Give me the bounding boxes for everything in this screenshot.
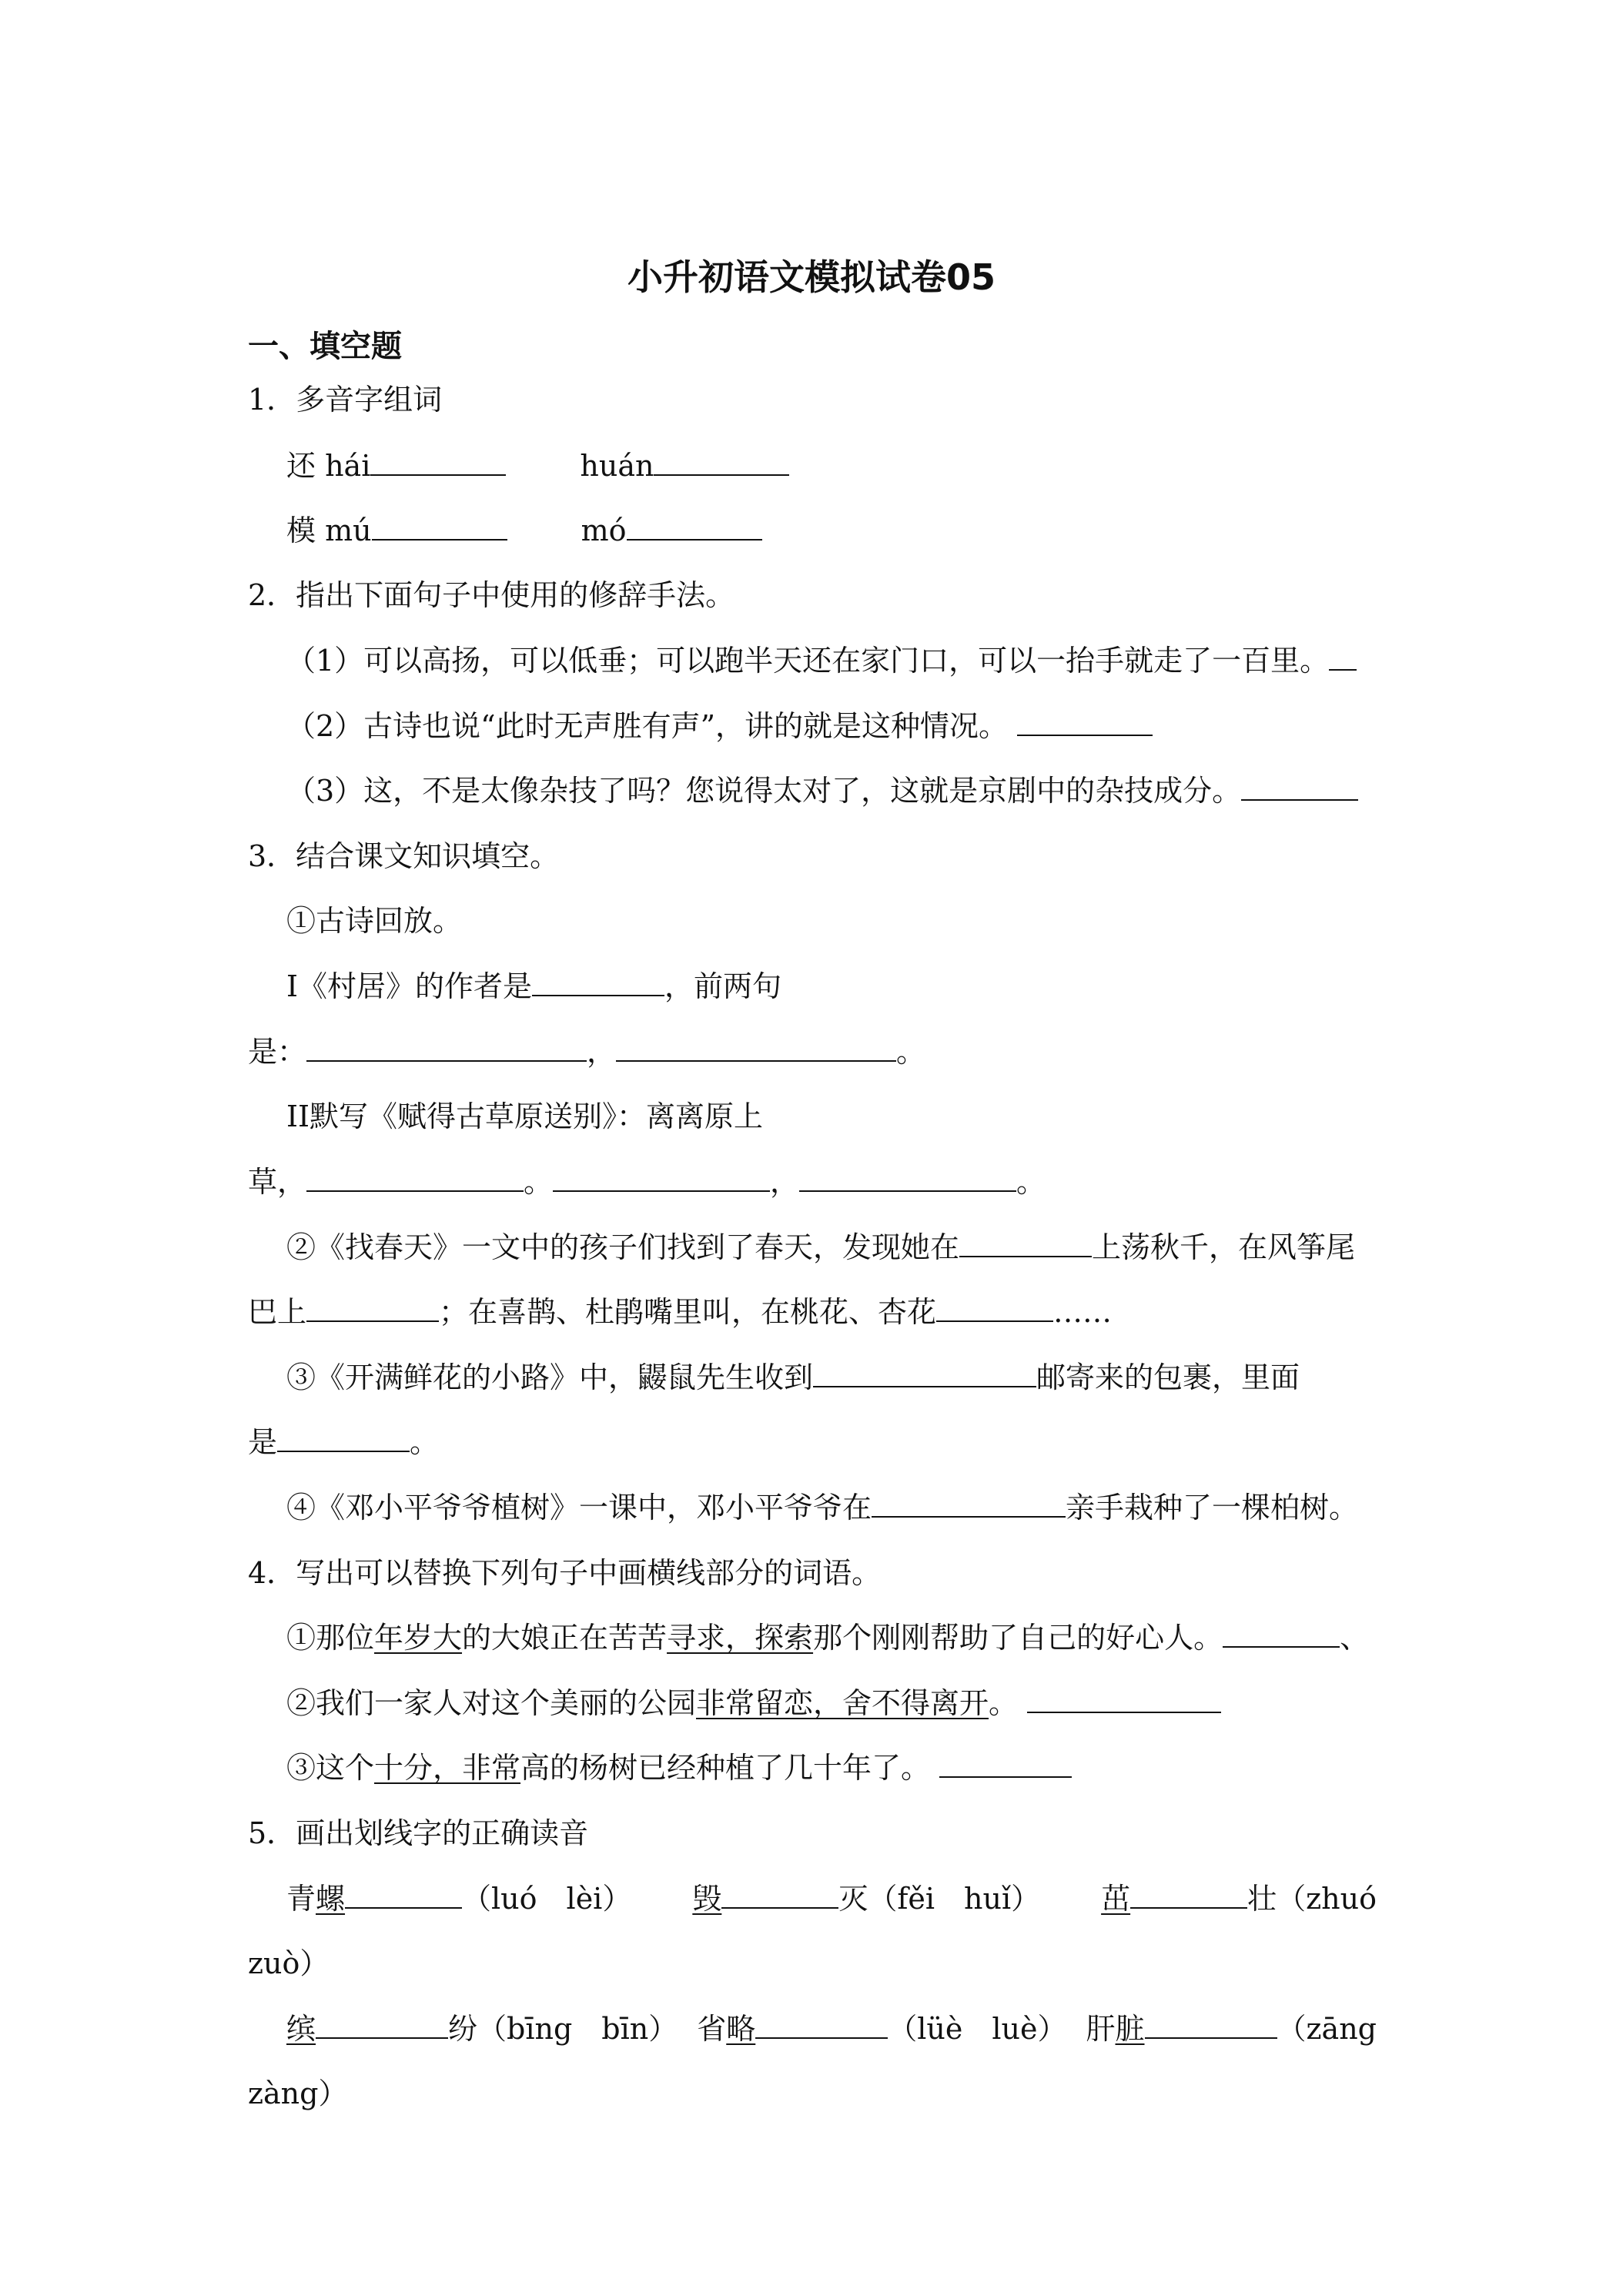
answer-blank[interactable] <box>306 1293 439 1322</box>
q2-item-3 <box>286 771 1358 810</box>
punct: 、 <box>1340 1621 1370 1655</box>
q5-group-6 <box>1086 2010 1377 2048</box>
q2-item-1 <box>286 641 1357 680</box>
label: 草， <box>248 1165 307 1199</box>
q2-item-2 <box>286 707 1153 745</box>
q3-cunju-text: I《村居》的作者是 <box>286 969 533 1003</box>
answer-blank[interactable] <box>316 2010 448 2039</box>
answer-blank[interactable] <box>1241 771 1358 801</box>
text: ②《找春天》一文中的孩子们找到了春天，发现她在 <box>286 1230 960 1264</box>
underlined-phrase: 寻求，探索 <box>667 1621 814 1655</box>
text: 肝 <box>1086 2012 1116 2046</box>
q5-group-3 <box>1101 1879 1377 1918</box>
underlined-phrase: 非常留恋，舍不得离开 <box>696 1686 989 1720</box>
q2-item-3-text: （3）这，不是太像杂技了吗？您说得太对了，这就是京剧中的杂技成分。 <box>286 774 1242 808</box>
pinyin-options: 纷（bīng bīn） <box>448 2012 678 2046</box>
answer-blank[interactable] <box>627 511 762 541</box>
q5-group-2 <box>692 1879 1040 1918</box>
q3-flower-line-2 <box>248 1423 439 1461</box>
question-2-stem: 2．指出下面句子中使用的修辞手法。 <box>248 578 735 612</box>
q3-cunju-text-2: ，前两句 <box>664 969 782 1003</box>
text: 的大娘正在苦苦 <box>462 1621 668 1655</box>
answer-blank[interactable] <box>372 511 507 541</box>
q3-cunju-lines <box>248 1033 925 1071</box>
q3-flower-line-1 <box>286 1358 1300 1397</box>
text: …… <box>1053 1295 1113 1329</box>
text: ④《邓小平爷爷植树》一课中，邓小平爷爷在 <box>286 1491 872 1525</box>
answer-blank[interactable] <box>1329 641 1357 671</box>
question-5-stem: 5．画出划线字的正确读音 <box>248 1816 589 1850</box>
answer-blank[interactable] <box>306 1163 524 1192</box>
answer-blank[interactable] <box>654 447 789 476</box>
text: ③这个 <box>286 1751 375 1785</box>
answer-blank[interactable] <box>799 1163 1016 1192</box>
underlined-char: 螺 <box>316 1882 346 1916</box>
q3-spring-line-1 <box>286 1228 1355 1267</box>
pinyin-options: 灭（fěi huǐ） <box>838 1882 1041 1916</box>
answer-blank[interactable] <box>1130 1879 1247 1909</box>
text: ；在喜鹊、杜鹃嘴里叫，在桃花、杏花 <box>439 1295 937 1329</box>
text: ①那位 <box>286 1621 375 1655</box>
text: 省 <box>697 2012 727 2046</box>
underlined-char: 缤 <box>286 2012 316 2046</box>
answer-blank[interactable] <box>1017 707 1153 736</box>
q5-row-2 <box>286 2010 1377 2048</box>
q2-item-2-text: （2）古诗也说“此时无声胜有声”，讲的就是这种情况。 <box>286 709 1009 743</box>
text: 巴上 <box>248 1295 307 1329</box>
q1-item-huan: huán <box>580 449 654 483</box>
answer-blank[interactable] <box>553 1163 770 1192</box>
punct: ， <box>587 1035 617 1069</box>
q5-row-1-wrap: zuò） <box>248 1946 330 1980</box>
pinyin-options: 壮（zhuó <box>1247 1882 1377 1916</box>
underlined-phrase: 年岁大 <box>374 1621 463 1655</box>
page-title: 小升初语文模拟试卷05 <box>627 256 996 298</box>
answer-blank[interactable] <box>532 967 664 996</box>
punct: 。 <box>524 1165 554 1199</box>
answer-blank[interactable] <box>1223 1618 1340 1648</box>
q1-row-2 <box>286 511 762 550</box>
underlined-char: 毁 <box>692 1882 722 1916</box>
q4-item-1 <box>286 1618 1369 1657</box>
q2-item-1-text: （1）可以高扬，可以低垂；可以跑半天还在家门口，可以一抬手就走了一百里。 <box>286 644 1330 678</box>
text: ③《开满鲜花的小路》中，鼹鼠先生收到 <box>286 1361 814 1394</box>
answer-blank[interactable] <box>1027 1684 1221 1713</box>
answer-blank[interactable] <box>1145 2010 1277 2039</box>
q1-item-hai: 还 hái <box>286 449 371 483</box>
answer-blank[interactable] <box>370 447 506 476</box>
punct: ， <box>770 1165 800 1199</box>
answer-blank[interactable] <box>721 1879 838 1909</box>
text: 上荡秋千，在风筝尾 <box>1092 1230 1356 1264</box>
text: ②我们一家人对这个美丽的公园 <box>286 1686 697 1720</box>
text: 高的杨树已经种植了几十年了。 <box>520 1751 931 1785</box>
pinyin-options: （zāng <box>1277 2012 1377 2046</box>
question-3-stem: 3．结合课文知识填空。 <box>248 839 560 873</box>
question-1-stem: 1．多音字组词 <box>248 383 443 417</box>
answer-blank[interactable] <box>872 1488 1066 1518</box>
answer-blank[interactable] <box>345 1879 462 1909</box>
q3-spring-line-2 <box>248 1293 1112 1331</box>
answer-blank[interactable] <box>936 1293 1053 1322</box>
answer-blank[interactable] <box>616 1033 896 1062</box>
answer-blank[interactable] <box>939 1749 1072 1778</box>
underlined-char: 脏 <box>1115 2012 1145 2046</box>
label: 是： <box>248 1035 307 1069</box>
text: 是 <box>248 1425 278 1459</box>
q3-caocao-blanks <box>248 1163 1046 1201</box>
q5-group-4 <box>286 2010 678 2048</box>
q3-tree-line <box>286 1488 1358 1527</box>
q5-row-1 <box>286 1879 1377 1918</box>
answer-blank[interactable] <box>277 1423 410 1452</box>
text: 。 <box>410 1425 440 1459</box>
q1-row-1 <box>286 447 789 485</box>
answer-blank[interactable] <box>306 1033 587 1062</box>
text: 青 <box>286 1882 316 1916</box>
q1-item-mu: 模 mú <box>286 514 372 547</box>
answer-blank[interactable] <box>813 1358 1036 1387</box>
punct: 。 <box>1016 1165 1046 1199</box>
q3-cunju-line <box>286 967 781 1006</box>
answer-blank[interactable] <box>959 1228 1092 1257</box>
q4-item-2 <box>286 1684 1221 1722</box>
q3-sub-1: ①古诗回放。 <box>286 904 463 938</box>
text: 亲手栽种了一棵柏树。 <box>1066 1491 1359 1525</box>
underlined-phrase: 十分，非常 <box>374 1751 521 1785</box>
q3-caocao-line: II默写《赋得古草原送别》：离离原上 <box>286 1099 764 1133</box>
text: 邮寄来的包裹，里面 <box>1036 1361 1300 1394</box>
question-4-stem: 4．写出可以替换下列句子中画横线部分的词语。 <box>248 1556 882 1590</box>
punct: 。 <box>896 1035 926 1069</box>
underlined-char: 略 <box>726 2012 756 2046</box>
pinyin-options: （luó lèi） <box>462 1882 632 1916</box>
q5-group-5 <box>697 2010 1066 2048</box>
underlined-char: 茁 <box>1101 1882 1131 1916</box>
q5-row-2-wrap: zàng） <box>248 2077 348 2110</box>
text: 那个刚刚帮助了自己的好心人。 <box>813 1621 1223 1655</box>
answer-blank[interactable] <box>755 2010 888 2039</box>
q1-item-mo: mó <box>581 514 627 547</box>
text: 。 <box>989 1686 1019 1720</box>
q4-item-3 <box>286 1749 1072 1787</box>
q5-group-1 <box>286 1879 631 1918</box>
section-heading: 一、填空题 <box>248 329 402 364</box>
pinyin-options: （lüè luè） <box>888 2012 1067 2046</box>
